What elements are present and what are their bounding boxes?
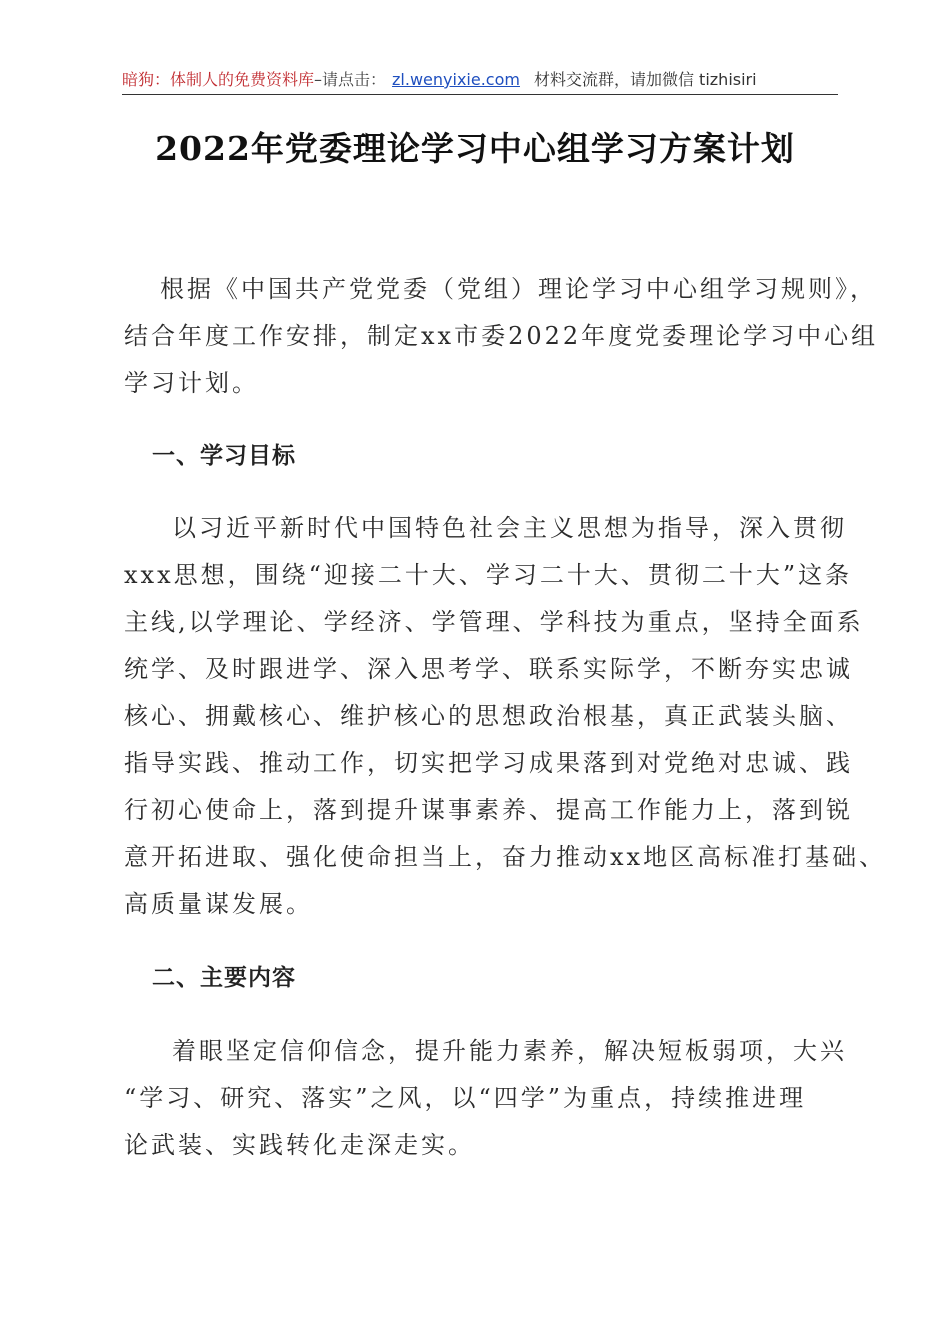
section2-paragraph xyxy=(124,1028,847,1169)
section2-heading: 二、主要内容 xyxy=(152,965,296,991)
section2-line-3: 论武装、实践转化走深走实。 xyxy=(124,1131,475,1159)
section1-heading: 一、学习目标 xyxy=(152,443,296,469)
section1-line-5: 核心、拥戴核心、维护核心的思想政治根基，真正武装头脑、 xyxy=(124,702,853,730)
section1-line-3: 主线,以学理论、学经济、学管理、学科技为重点，坚持全面系 xyxy=(124,608,864,636)
header-contact: 材料交流群，请加微信 tizhisiri xyxy=(533,70,757,89)
intro-line-2: 结合年度工作安排，制定xx市委2022年度党委理论学习中心组 xyxy=(124,322,879,350)
intro-line-1: 根据《中国共产党党委（党组）理论学习中心组学习规则》， xyxy=(160,275,877,303)
section1-line-9: 高质量谋发展。 xyxy=(124,890,313,918)
header-link[interactable]: zl.wenyixie.com xyxy=(392,70,520,89)
section1-line-4: 统学、及时跟进学、深入思考学、联系实际学，不断夯实忠诚 xyxy=(124,655,853,683)
section1-line-7: 行初心使命上，落到提升谋事素养、提高工作能力上，落到锐 xyxy=(124,796,853,824)
header-site-label: 暗狗：体制人的免费资料库 xyxy=(122,70,315,89)
section1-line-6: 指导实践、推动工作，切实把学习成果落到对党绝对忠诚、践 xyxy=(124,749,853,777)
header-click-prompt: –请点击： xyxy=(314,70,387,89)
section1-line-2: xxx思想，围绕“迎接二十大、学习二十大、贯彻二十大”这条 xyxy=(124,561,853,589)
section2-line-1: 着眼坚定信仰信念，提升能力素养，解决短板弱项，大兴 xyxy=(172,1037,847,1065)
section2-line-2: “学习、研究、落实”之风，以“四学”为重点，持续推进理 xyxy=(124,1084,807,1112)
section1-line-1: 以习近平新时代中国特色社会主义思想为指导，深入贯彻 xyxy=(172,514,847,542)
section1-line-8: 意开拓进取、强化使命担当上，奋力推动xx地区高标准打基础、 xyxy=(124,843,887,871)
intro-line-3: 学习计划。 xyxy=(124,369,259,397)
section1-paragraph xyxy=(124,505,887,928)
intro-paragraph xyxy=(124,266,879,407)
document-title: 2022年党委理论学习中心组学习方案计划 xyxy=(155,129,795,168)
page-header xyxy=(122,66,838,95)
